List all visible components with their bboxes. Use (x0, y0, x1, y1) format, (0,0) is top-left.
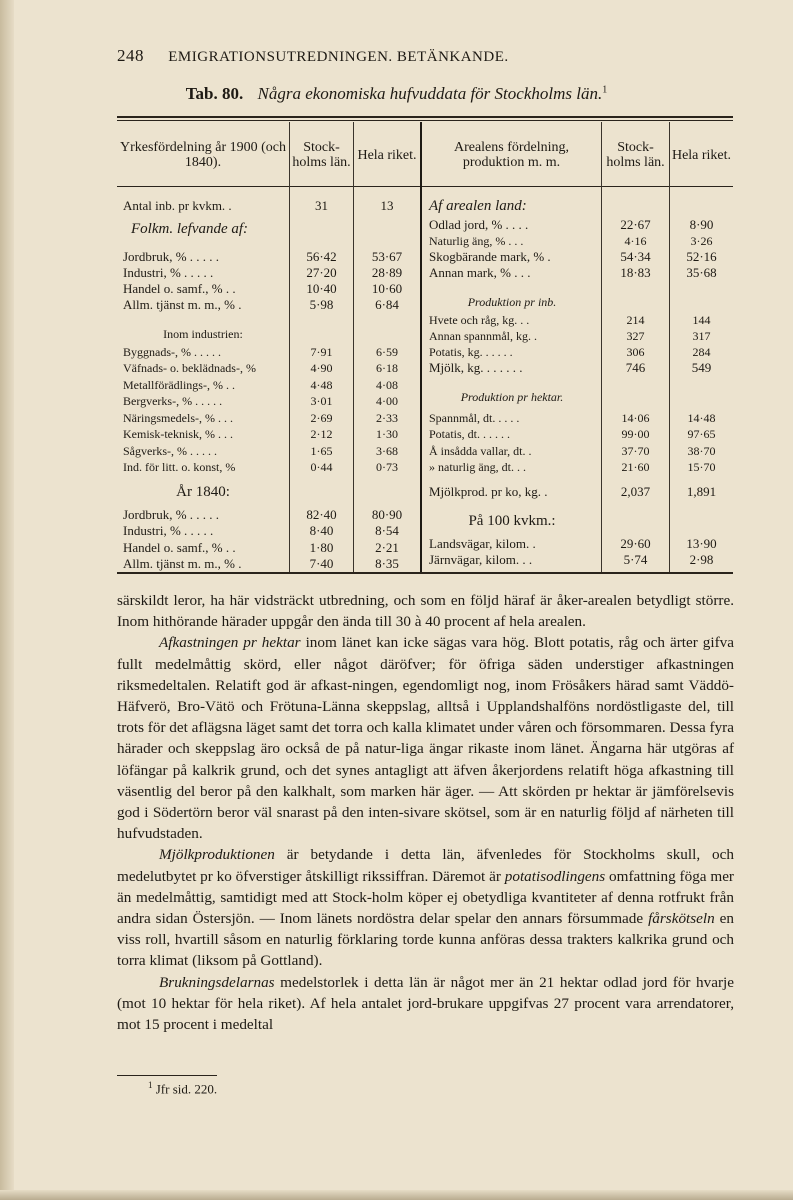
row-label: Industri, % . . . . . (123, 523, 214, 538)
value-riket: 13·90 (686, 536, 717, 551)
row-label: Odlad jord, % . . . . (429, 217, 529, 232)
table-row (117, 249, 733, 265)
row-label: Väfnads- o. beklädnads-, % (123, 361, 256, 375)
row-label: Kemisk-teknisk, % . . . (123, 427, 233, 441)
table-row (117, 294, 733, 310)
header-rule (117, 186, 733, 187)
row-label: Annan mark, % . . . (429, 265, 531, 280)
header-riket-left: Hela riket. (357, 147, 417, 163)
footnote-text: Jfr sid. 220. (155, 1081, 218, 1097)
value-riket: 4·00 (376, 394, 398, 408)
value-riket: 53·67 (371, 249, 403, 264)
row-label: » naturlig äng, dt. . . (429, 460, 526, 474)
row-label: Jordbruk, % . . . . . (123, 249, 220, 264)
value-stockholm: 22·67 (620, 217, 651, 232)
emphasis-text: Mjölkproduktionen (159, 846, 275, 864)
value-riket: 97·65 (687, 427, 716, 441)
value-stockholm: 4·16 (624, 234, 647, 248)
paragraph-text: omfattning föga mer än medelmåttig, samtidigt med att Stock-holm köper ej obetydliga kvantiteter af denna rotfrukt från andra sidan Östersjön. — Inom länets nordöstra delar spelar den annars försummade (117, 867, 734, 928)
emphasis-text: fårskötseln (648, 910, 715, 928)
footnote-mark: 1 (602, 84, 608, 96)
table-top-rule (117, 116, 733, 118)
paragraph (117, 590, 734, 632)
row-label: Sågverks-, % . . . . . (123, 444, 217, 458)
table-row (117, 459, 733, 475)
table-top-rule-thin (117, 120, 733, 121)
table-title: Några ekonomiska hufvuddata för Stockholms län. (257, 84, 603, 103)
value-stockholm: 327 (626, 329, 645, 343)
footnote-number: 1 (148, 1080, 153, 1090)
value-stockholm: 4·48 (310, 378, 333, 392)
data-table (117, 116, 733, 574)
table-row (117, 513, 733, 529)
table-row (117, 389, 733, 405)
value-riket: 38·70 (687, 444, 716, 458)
value-stockholm: 54·34 (620, 249, 651, 264)
value-riket: 52·16 (686, 249, 717, 264)
value-riket: 6·59 (376, 345, 398, 359)
table-row (117, 484, 733, 500)
page-edge-bottom (0, 1190, 793, 1200)
row-label: Järnvägar, kilom. . . (429, 552, 533, 567)
row-label: Naturlig äng, % . . . (429, 234, 524, 248)
value-riket: 284 (692, 345, 711, 359)
row-label: Produktion pr inb. (467, 295, 557, 309)
value-stockholm: 56·42 (306, 249, 337, 264)
row-label: Af arealen land: (429, 198, 527, 214)
running-title: EMIGRATIONSUTREDNINGEN. BETÄNKANDE. (168, 49, 509, 65)
value-riket: 14·48 (687, 411, 716, 425)
emphasis-text: Afkastningen pr hektar (159, 634, 301, 652)
row-label: Potatis, kg. . . . . . (429, 345, 513, 359)
value-stockholm: 99·00 (621, 427, 650, 441)
value-riket: 80·90 (371, 507, 403, 522)
value-riket: 13 (380, 198, 394, 213)
row-label: På 100 kvkm.: (468, 513, 556, 529)
value-stockholm: 29·60 (620, 536, 651, 551)
value-riket: 6·84 (375, 297, 399, 312)
value-stockholm: 14·06 (621, 411, 650, 425)
value-riket: 3·68 (376, 444, 398, 458)
value-stockholm: 306 (626, 345, 645, 359)
value-riket: 2·21 (375, 540, 399, 555)
row-label: År 1840: (176, 484, 230, 500)
value-stockholm: 746 (625, 360, 646, 375)
row-label: Produktion pr hektar. (460, 390, 564, 404)
table-row (117, 443, 733, 459)
row-label: Allm. tjänst m. m., % . (123, 297, 242, 312)
value-riket: 10·60 (371, 281, 403, 296)
value-riket: 317 (692, 329, 711, 343)
table-caption (0, 84, 793, 104)
table-row (117, 217, 733, 233)
row-label: Mjölk, kg. . . . . . . (429, 360, 523, 375)
value-riket: 549 (691, 360, 712, 375)
value-riket: 2·98 (689, 552, 714, 567)
emphasis-text: potatisodlingens (504, 867, 606, 885)
paragraph (117, 972, 734, 1036)
value-riket: 2·33 (376, 411, 398, 425)
value-stockholm: 2,037 (620, 484, 651, 499)
row-label: Folkm. lefvande af: (131, 221, 249, 237)
table-row (117, 328, 733, 344)
paragraph (117, 632, 734, 844)
value-riket: 28·89 (371, 265, 403, 280)
row-label: Allm. tjänst m. m., % . (123, 556, 242, 571)
value-stockholm: 31 (315, 198, 328, 213)
header-occupation: Yrkesfördelning år 1900 (och 1840). (119, 140, 286, 170)
paragraph (117, 844, 734, 971)
row-label: Jordbruk, % . . . . . (123, 507, 220, 522)
table-row (117, 198, 733, 214)
row-label: Handel o. samf., % . . (123, 540, 236, 555)
header-stockholm-left: Stock- holms län. (292, 140, 351, 170)
value-stockholm: 1·65 (310, 444, 333, 458)
table-row (117, 426, 733, 442)
table-row (117, 360, 733, 376)
value-stockholm: 1·80 (309, 540, 334, 555)
table-row (117, 410, 733, 426)
emphasis-text: Brukningsdelarnas (159, 973, 275, 991)
value-stockholm: 5·74 (623, 552, 648, 567)
value-stockholm: 21·60 (621, 460, 650, 474)
footnote-rule (117, 1075, 217, 1076)
value-stockholm: 0·44 (310, 460, 333, 474)
value-riket: 3·26 (690, 234, 713, 248)
paragraph-text: särskildt leror, ha här vidsträckt utbredning, och som en följd häraf är åker-arealen betydligt större. Inom hithörande härader uppgår den ända till 30 à 40 procent af hela arealen. (117, 592, 734, 631)
table-row (117, 536, 733, 552)
value-stockholm: 10·40 (306, 281, 337, 296)
table-bottom-rule (117, 572, 733, 574)
row-label: Handel o. samf., % . . (123, 281, 236, 296)
paragraph-text: är betydande i detta län, äfvenledes för Stockholms skull, och medelutbytet pr ko öfverstiger åtskilligt rikssiffran. Däremot är (117, 846, 734, 885)
paragraph-text: medelstorlek i detta län är något mer än 21 hektar odlad jord för hvarje (mot 10 hektar för hela riket). Af hela antalet jord-brukare uppgifvas 27 procent vara arrendatorer, mot 15 procent i medeltal (117, 973, 734, 1034)
header-area: Arealens fördelning, produktion m. m. (453, 140, 570, 170)
value-riket: 35·68 (686, 265, 717, 280)
value-stockholm: 27·20 (306, 265, 337, 280)
value-riket: 1,891 (686, 484, 717, 499)
row-label: Å insådda vallar, dt. . (429, 444, 532, 458)
row-label: Annan spannmål, kg. . (429, 329, 537, 343)
value-riket: 15·70 (687, 460, 716, 474)
row-label: Industri, % . . . . . (123, 265, 214, 280)
value-riket: 0·73 (376, 460, 398, 474)
value-riket: 8·35 (375, 556, 399, 571)
table-row (117, 312, 733, 328)
row-label: Näringsmedels-, % . . . (123, 411, 233, 425)
row-label: Ind. för litt. o. konst, % (123, 460, 236, 474)
table-label: Tab. 80. (185, 84, 244, 103)
row-label: Metallförädlings-, % . . (123, 378, 235, 392)
value-stockholm: 2·12 (310, 427, 333, 441)
value-stockholm: 214 (626, 313, 645, 327)
value-riket: 144 (692, 313, 711, 327)
row-label: Bergverks-, % . . . . . (123, 394, 223, 408)
row-label: Landsvägar, kilom. . (429, 536, 536, 551)
row-label: Spannmål, dt. . . . . (429, 411, 520, 425)
row-label: Potatis, dt. . . . . . (429, 427, 511, 441)
value-stockholm: 2·69 (310, 411, 333, 425)
row-label: Antal inb. pr kvkm. . (123, 198, 232, 213)
header-riket-right: Hela riket. (671, 147, 732, 163)
page-edge (0, 0, 14, 1200)
row-label: Hvete och råg, kg. . . (429, 313, 530, 327)
value-stockholm: 7·91 (310, 345, 333, 359)
value-stockholm: 7·40 (309, 556, 334, 571)
value-riket: 8·54 (375, 523, 399, 538)
table-row (117, 552, 733, 568)
body-text (117, 590, 734, 1035)
value-stockholm: 37·70 (621, 444, 650, 458)
table-row (117, 344, 733, 360)
value-riket: 6·18 (376, 361, 398, 375)
header-stockholm-right: Stock- holms län. (606, 140, 665, 170)
paragraph-text: en viss roll, hvartill såsom en naturlig förklaring torde kunna anföras dessa trakters kalkrika grund och torra klimat (liksom på Gottland). (117, 910, 734, 970)
value-riket: 8·90 (689, 217, 714, 232)
value-stockholm: 82·40 (306, 507, 337, 522)
value-stockholm: 4·90 (310, 361, 333, 375)
value-stockholm: 5·98 (309, 297, 334, 312)
value-riket: 1·30 (376, 427, 398, 441)
table-row (117, 233, 733, 249)
row-label: Mjölkprod. pr ko, kg. . (429, 484, 548, 499)
value-stockholm: 18·83 (620, 265, 651, 280)
row-label: Inom industrien: (163, 327, 243, 341)
running-header (117, 46, 617, 66)
footnote (148, 1080, 217, 1097)
value-riket: 4·08 (376, 378, 398, 392)
table-row (117, 265, 733, 281)
paragraph-text: inom länet kan icke sägas vara hög. Blott potatis, råg och ärter gifva fullt medelmåttig skörd, eller något däröfver; för öfriga säden understiger afkastningen riksmedeltalen. Relatift god är afkast-ningen, egendomligt nog, inom Frösåkers härad samt Väddö-Häfverö, Bro-Vätö och Frötuna-Länna skeppslag, alltså i Upplandshalföns nordöstligaste del, till trots för det aflägsna läget samt det torra och kalla klimatet under våren och försommaren. Dessa fyra härader och skeppslag äro också de på natur-liga ängar rikaste inom länet. Ängarna här utgöras af löfängar på kalkrik grund, och det synes antagligt att äfven åkerjordens relatift höga afkastning till väsentlig del beror på den kalkhalt, som marken här äger. — Att skörden pr hektar är jämförelsevis god i Södertörn beror väl snarast på den inten-sivare skötsel, som är en naturlig följd af närheten till hufvudstaden. (117, 634, 734, 843)
value-stockholm: 3·01 (310, 394, 333, 408)
row-label: Byggnads-, % . . . . . (123, 345, 221, 359)
row-label: Skogbärande mark, % . (429, 249, 551, 264)
value-stockholm: 8·40 (309, 523, 334, 538)
page-number: 248 (117, 46, 144, 65)
